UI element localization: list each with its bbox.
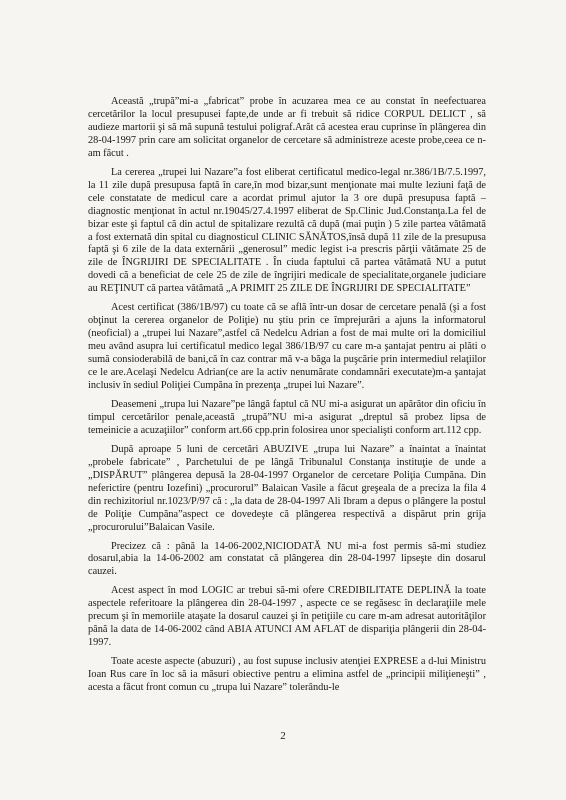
paragraph-6: Precizez că : până la 14-06-2002,NICIODATĂ NU mi-a fost permis să-mi studiez dosarul,abia la 14-06-2002 am constatat că plângerea din 28-04-1997 lipseşte din dosarul cauzei. — [88, 540, 486, 578]
document-body — [88, 96, 486, 701]
paragraph-5: După aproape 5 luni de cercetări ABUZIVE „trupa lui Nazare” a înaintat a înaintat „probele fabricate” , Parchetului de pe lângă Tribunalul Constanţa instituţie de unde a „DISPĂRUT” plângerea depusă la 28-04-1997 Organelor de cercetare Poliţia Cumpăna. Din neferictire (pentru Iozefini) „procurorul” Balaican Vasile a făcut greşeala de a preciza la fila 4 din rechizitoriul nr.1023/P/97 că : „la data de 28-04-1997 Ali Ibram a depus o plângere la postul de Poliţie Cumpăna”aspect ce dovedeşte că plângerea respectivă a dispărut prin grija „procurorului”Balaican Vasile. — [88, 443, 486, 533]
paragraph-4: Deasemeni „trupa lui Nazare”pe lângă faptul că NU mi-a asigurat un apărător din oficiu în timpul cercetărilor penale,această „trupă”NU mi-a asigurat „dreptul să probez lipsa de temeinicie a acuzaţiilor” conform art.66 cpp.prin folosirea unor specialişti conform art.112 cpp. — [88, 398, 486, 436]
paragraph-8: Toate aceste aspecte (abuzuri) , au fost supuse inclusiv atenţiei EXPRESE a d-lui Ministru Ioan Rus care în loc să ia măsuri obiective pentru a elimina astfel de „principii miliţieneşti” , acesta a făcut front comun cu „trupa lui Nazare” tolerându-le — [88, 656, 486, 694]
paragraph-7: Acest aspect în mod LOGIC ar trebui să-mi ofere CREDIBILITATE DEPLINĂ la toate aspectele referitoare la plângerea din 28-04-1997 , aspecte ce se regăsesc în declaraţiile mele precum şi în memoriile ataşate la dosarul cauzei şi în petiţiile cu care m-am adresat autorităţilor până la data de 14-06-2002 când ABIA ATUNCI AM AFLAT de dispariţia plângerii din 28-04-1997. — [88, 585, 486, 649]
paragraph-1: Această „trupă”mi-a „fabricat” probe în acuzarea mea ce au constat în neefectuarea cercetărilor la locul presupusei fapte,de unde ar fi trebuit să ridice CORPUL DELICT , să audieze martorii şi să mă supună testului poligraf.Arăt că acestea erau cuprinse în plângerea din 28-04-1997 prin care am solicitat organelor de cercetare să administreze aceste probe,ceea ce n-am făcut . — [88, 96, 486, 159]
paragraph-2: La cererea „trupei lui Nazare”a fost eliberat certificatul medico-legal nr.386/1B/7.5.1997, la 11 zile după presupusa faptă în care,în mod bizar,sunt menţionate mai multe leziuni faţă de cele constatate de medicul care a acordat primul ajutor la 3 ore după presupusa faptă – diagnostic menţionat în actul nr.19045/27.4.1997 eliberat de Sp.Clinic Jud.Constanţa.La fel de bizar este şi faptul că din actul de spitalizare rezultă că după (mai puţin ) 5 zile partea vătămată a fost externată din spital cu diagnosticul CLINIC SĂNĂTOS,însă după 11 zile de la presupusa faptă şi 6 zile de la data externării „generosul” medic legist i-a prescris părţii vătămate 25 de zile de ÎNGRIJIRI DE SPECIALITATE . În ciuda faptului că partea vătămată NU a putut dovedi că a beneficiat de cele 25 de zile de îngrijiri medicale de specialitate,organele judiciare au REŢINUT că partea vătămată „A PRIMIT 25 ZILE DE ÎNGRIJIRI DE SPECIALITATE” — [88, 166, 486, 295]
page-number: 2 — [280, 730, 286, 742]
paragraph-3: Acest certificat (386/1B/97) cu toate că se află într-un dosar de cercetare penală (şi a fost obţinut la cererea organelor de Poliţie) nu ştiu prin ce împrejurări a ajuns la informatorul (neoficial) a „trupei lui Nazare”,astfel că Nedelcu Adrian a fost de mai multe ori la domiciliul meu având asupra lui certificatul medico legal 386/1B/97 cu care m-a şantajat pentru ai plăti o sumă consioderabilă de bani,că în caz contrar mă v-a băga la puşcărie prin intermediul relaţiilor ce le are.Acelaşi Nedelcu Adrian(ce are la activ nenumărate condamnări executate)m-a şantajat inclusiv în sediul Poliţiei Cumpăna în prezenţa „trupei lui Nazare”. — [88, 302, 486, 392]
